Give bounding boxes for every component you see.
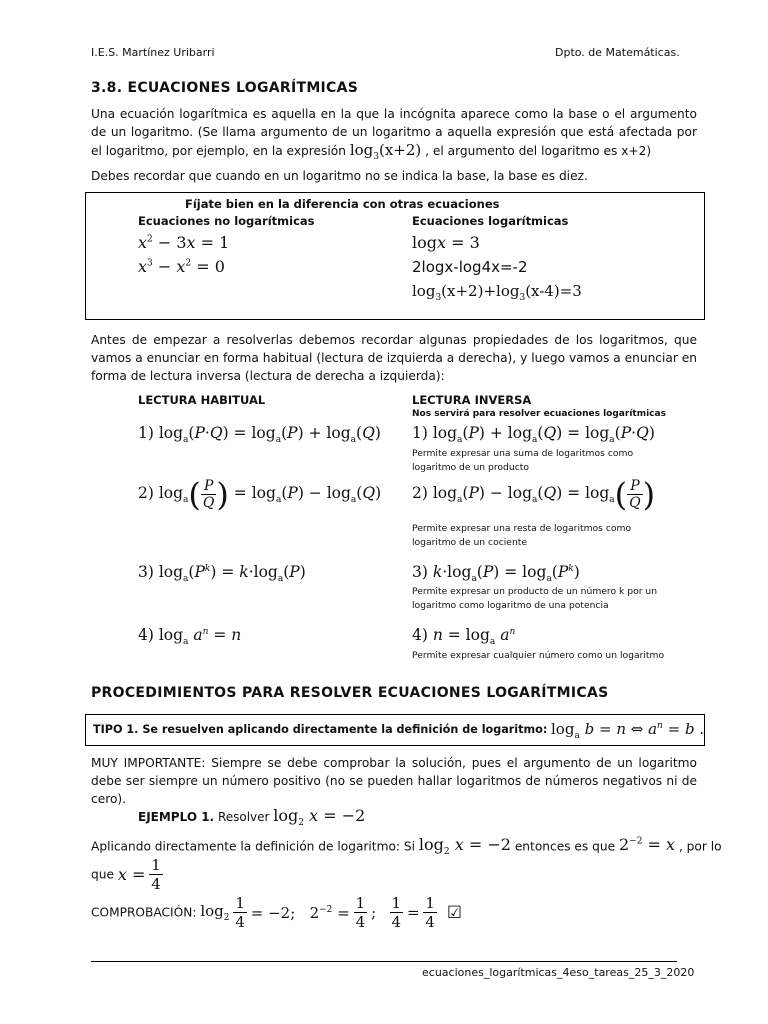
- intro-paragraph: [91, 105, 697, 166]
- prop1-inversa: 1) $\log_a(P) + \log_a(Q) = \log_a(P\cdot Q)$: [412, 424, 655, 446]
- check-mark-icon: ☑: [446, 902, 463, 923]
- properties-intro: Antes de empezar a resolverlas debemos recordar algunas propiedades de los logaritmos, que vamos a enunciar en forma habitual (lectura de izquierda a derecha), y luego vamos a enunciar en forma de lectura inversa (lectura de derecha a izquierda):: [91, 333, 697, 383]
- result-line: [91, 856, 163, 893]
- apply-text-c: , por lo: [678, 839, 722, 854]
- example1-label: EJEMPLO 1.: [138, 810, 215, 824]
- prop4-note: Permite expresar cualquier número como un logaritmo: [412, 650, 665, 661]
- example1-line: [138, 806, 365, 828]
- heading-habitual: LECTURA HABITUAL: [138, 393, 266, 407]
- example1-equation: $\log_2 x = -2$: [273, 806, 366, 829]
- check-label: COMPROBACIÓN:: [91, 905, 197, 920]
- header-school: I.E.S. Martínez Uribarri: [91, 46, 215, 59]
- footer-filename: ecuaciones_logarítmicas_4eso_tareas_25_3_2020: [422, 966, 695, 979]
- non-log-eq-2: $x^3 - x^2 = 0$: [138, 257, 225, 276]
- procedures-title: PROCEDIMIENTOS PARA RESOLVER ECUACIONES LOGARÍTMICAS: [91, 685, 609, 701]
- important-note: MUY IMPORTANTE: Siempre se debe comprobar la solución, pues el argumento de un logaritmo debe ser siempre un número positivo (no se pueden hallar logaritmos de números negativos ni de cero).: [91, 756, 697, 806]
- apply-line: [91, 833, 722, 862]
- log-eq-2: 2logx-log4x=-2: [412, 258, 528, 276]
- prop1-note: Permite expresar una suma de logaritmos como logaritmo de un producto: [412, 448, 634, 473]
- apply-text-b: entonces es que: [514, 839, 616, 854]
- prop3-inversa: 3) $k\cdot\log_a(P) = \log_a(P^k)$: [412, 563, 580, 585]
- intro-text-2: , el argumento del logaritmo es x+2): [425, 144, 652, 158]
- apply-eq-2: $2^{-2} = x$: [618, 835, 676, 855]
- example1-resolver: Resolver: [217, 810, 270, 824]
- prop4-inversa: 4) $n = \log_a a^n$: [412, 626, 516, 648]
- heading-inversa: LECTURA INVERSA: [412, 393, 532, 407]
- check-line: COMPROBACIÓN: $\log_2$ $\frac{1}{4}$ = −2; $2^{-2}$ = $\frac{1}{4}$ ; $\frac{1}{4}$ = $\frac{1}{4}$ ☑: [91, 894, 463, 931]
- prop3-note: Permite expresar un producto de un número k por un logaritmo como logaritmo de una potencia: [412, 586, 658, 611]
- prop2-note: Permite expresar una resta de logaritmos como logaritmo de un cociente: [412, 523, 632, 548]
- non-log-eq-1: $x^2 - 3x = 1$: [138, 233, 230, 252]
- result-fraction: $\frac{1}{4}$: [151, 856, 161, 893]
- apply-text-a: Aplicando directamente la definición de logaritmo: Si: [91, 839, 416, 854]
- prop1-habitual: 1) $\log_a(P\cdot Q) = \log_a(P) + \log_a(Q)$: [138, 424, 381, 446]
- intro-base-ten: Debes recordar que cuando en un logaritmo no se indica la base, la base es diez.: [91, 169, 588, 183]
- heading-inversa-sub: Nos servirá para resolver ecuaciones logarítmicas: [412, 409, 666, 419]
- prop4-habitual: 4) $\log_a a^n = n$: [138, 626, 242, 648]
- col-header-non-log: Ecuaciones no logarítmicas: [138, 214, 315, 228]
- prop2-inversa: 2) $\log_a(P) - \log_a(Q) = \log_a$( $\frac{P}{Q}$ ): [412, 475, 656, 514]
- intro-text-1: Una ecuación logarítmica es aquella en la que la incógnita aparece como la base o el argumento de un logaritmo. (Se llama argumento de un logaritmo a aquella expresión que está afectada por el logaritmo, por ejemplo, en la expresión: [91, 107, 697, 158]
- tipo1-text: TIPO 1. Se resuelven aplicando directamente la definición de logaritmo:: [93, 723, 548, 736]
- intro-log-expression: $\log_3(x+2)$: [349, 141, 422, 162]
- prop3-habitual: 3) $\log_a(P^k) = k\cdot\log_a(P)$: [138, 563, 306, 585]
- result-x: x =: [117, 865, 146, 884]
- header-department: Dpto. de Matemáticas.: [555, 46, 680, 59]
- col-header-log: Ecuaciones logarítmicas: [412, 214, 569, 228]
- apply-eq-1: $\log_2 x = -2$: [418, 835, 511, 858]
- tipo1-definition: $\log_a b = n$ ⇔ $a^n = b$ .: [551, 720, 705, 741]
- log-eq-1: logx = 3: [412, 233, 480, 252]
- comparison-box: [85, 192, 705, 320]
- prop2-habitual: 2) $\log_a$( $\frac{P}{Q}$ ) = $\log_a(P) - \log_a(Q)$: [138, 475, 382, 514]
- footer-rule: [91, 961, 677, 962]
- log-eq-3: $\log_3(x+2)+\log_3(x-4)=3$: [412, 282, 582, 303]
- section-title: 3.8. ECUACIONES LOGARÍTMICAS: [91, 80, 359, 96]
- comparison-title: Fíjate bien en la diferencia con otras ecuaciones: [185, 197, 500, 211]
- result-que: que: [91, 867, 114, 882]
